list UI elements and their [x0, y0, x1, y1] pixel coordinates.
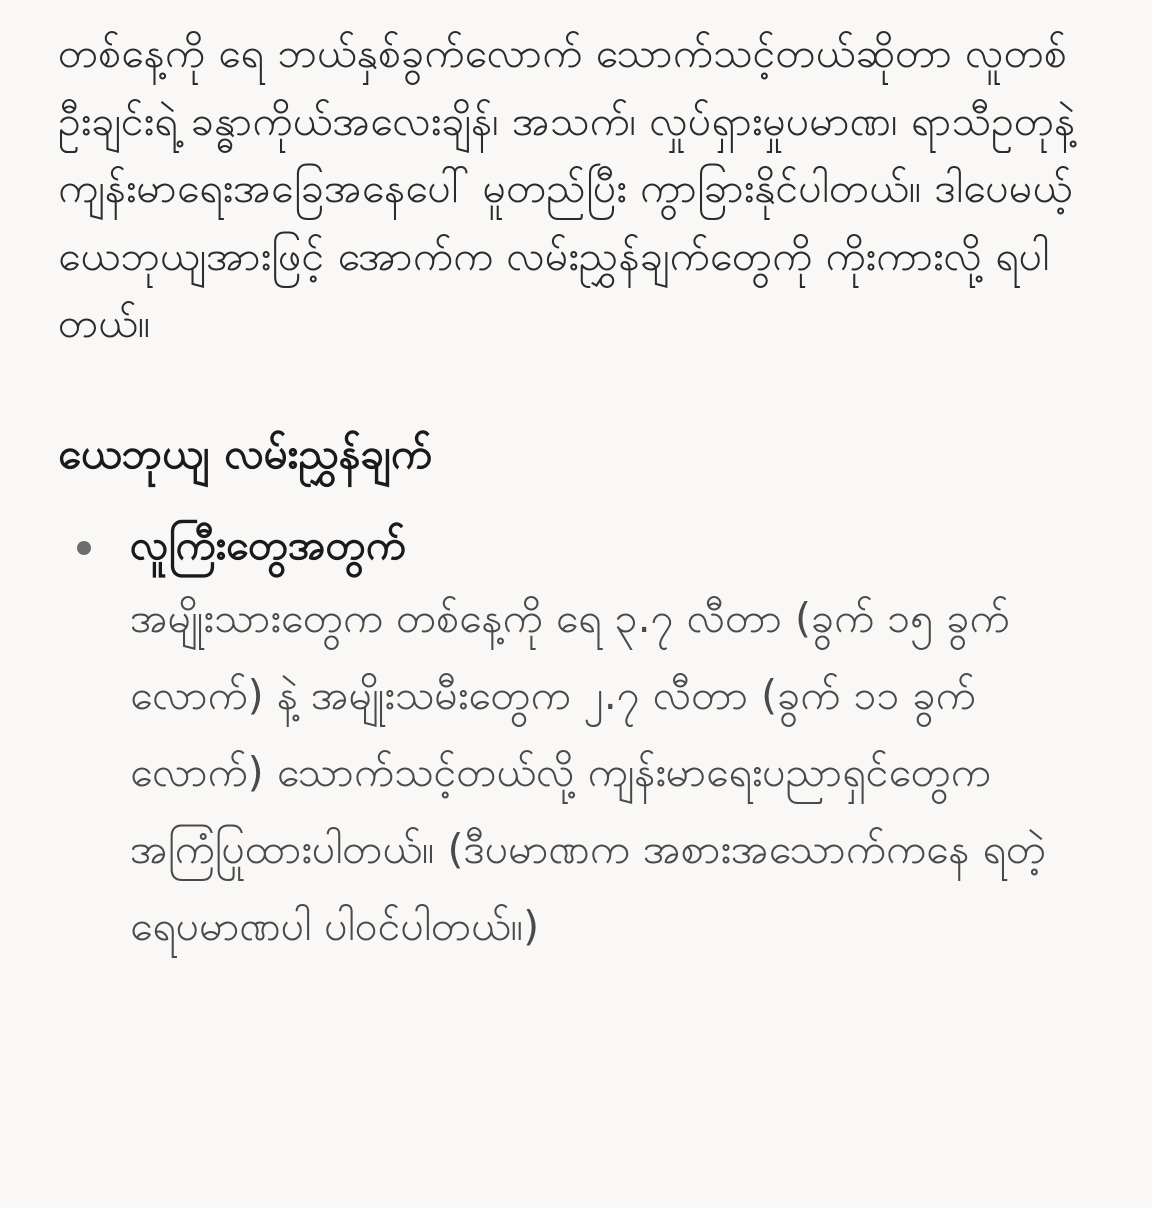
intro-paragraph: တစ်နေ့ကို ရေ ဘယ်နှစ်ခွက်လောက် သောက်သင့်တယ်ဆိုတာ လူတစ်ဦးချင်းရဲ့ ခန္ဓာကိုယ်အလေးချိန်၊ အသက်၊ လှုပ်ရှားမှုပမာဏ၊ ရာသီဥတုနဲ့ ကျန်းမာရေးအခြေအနေပေါ် မူတည်ပြီး ကွာခြားနိုင်ပါတယ်။ ဒါပေမယ့် ယေဘုယျအားဖြင့် အောက်က လမ်းညွှန်ချက်တွေကို ကိုးကားလို့ ရပါတယ်။ — [58, 29, 1076, 347]
list-item-body: အမျိုးသားတွေက တစ်နေ့ကို ရေ ၃.၇ လီတာ (ခွက် ၁၅ ခွက်လောက်) နဲ့ အမျိုးသမီးတွေက ၂.၇ လီတာ (ခွက် ၁၁ ခွက်လောက်) သောက်သင့်တယ်လို့ ကျန်းမာရေးပညာရှင်တွေက အကြံပြုထားပါတယ်။ (ဒီပမာဏက အစားအသောက်ကနေ ရတဲ့ ရေပမာဏပါ ပါဝင်ပါတယ်။) — [130, 593, 1046, 950]
list-item — [58, 510, 1092, 965]
section-heading: ယေဘုယျ လမ်းညွှန်ချက် — [58, 428, 432, 478]
list-item-title: လူကြီးတွေအတွက် — [130, 520, 406, 569]
guideline-list — [58, 510, 1092, 965]
bullet-icon — [77, 541, 91, 555]
